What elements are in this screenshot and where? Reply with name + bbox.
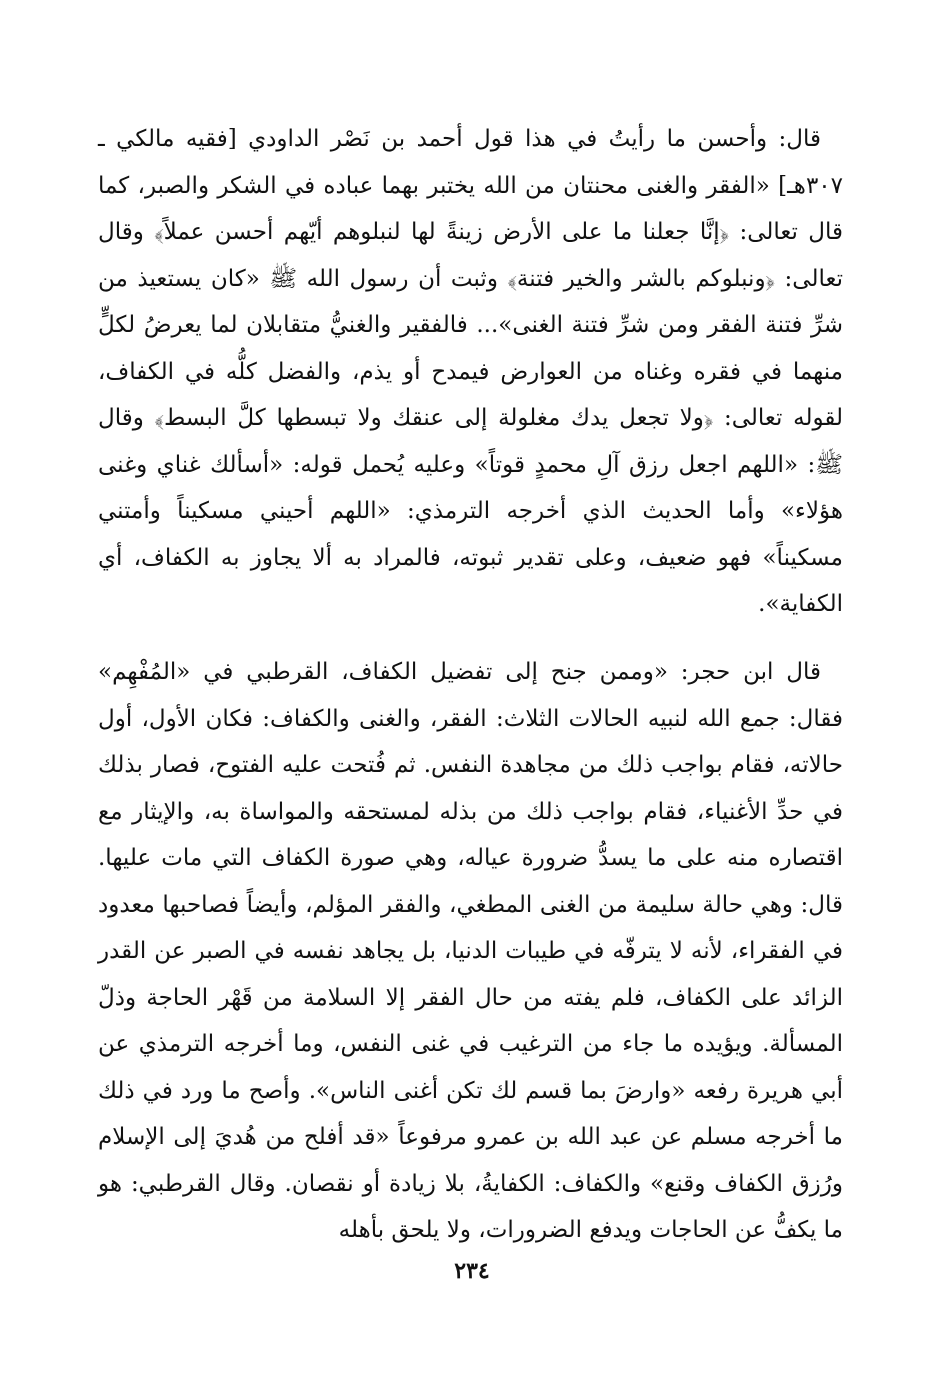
paragraph-dawudi-quote	[98, 116, 843, 628]
page-number: ٢٣٤	[454, 1258, 490, 1284]
paragraph-text: قال: وأحسن ما رأيتُ في هذا قول أحمد بن نَصْر الداودي [فقيه مالكي ـ ٣٠٧هـ] «الفقر والغنى محنتان من الله يختبر بهما عباده في الشكر والصبر، كما قال تعالى: ﴿إنَّا جعلنا ما على الأرض زينةً لها لنبلوهم أيّهم أحسن عملاً﴾ وقال تعالى: ﴿ونبلوكم بالشر والخير فتنة﴾ وثبت أن رسول الله ﷺ «كان يستعيذ من شرِّ فتنة الفقر ومن شرِّ فتنة الغنى»... فالفقير والغنيُّ متقابلان لما يعرضُ لكلٍّ منهما في فقره وغناه من العوارض فيمدح أو يذم، والفضل كلُّه في الكفاف، لقوله تعالى: ﴿ولا تجعل يدك مغلولة إلى عنقك ولا تبسطها كلَّ البسط﴾ وقال ﷺ: «اللهم اجعل رزق آلِ محمدٍ قوتاً» وعليه يُحمل قوله: «أسألك غناي وغنى هؤلاء» وأما الحديث الذي أخرجه الترمذي: «اللهم أحيني مسكيناً وأمتني مسكيناً» فهو ضعيف، وعلى تقدير ثبوته، فالمراد به ألا يجاوز به الكفاف، أي الكفاية».	[98, 126, 843, 617]
paragraph-text: قال ابن حجر: «وممن جنح إلى تفضيل الكفاف، القرطبي في «المُفْهِم» فقال: جمع الله لنبيه الحالات الثلاث: الفقر، والغنى والكفاف: فكان الأول، أول حالاته، فقام بواجب ذلك من مجاهدة النفس. ثم فُتحت عليه الفتوح، فصار بذلك في حدِّ الأغنياء، فقام بواجب ذلك من بذله لمستحقه والمواساة به، والإيثار مع اقتصاره منه على ما يسدُّ ضرورة عياله، وهي صورة الكفاف التي مات عليها. قال: وهي حالة سليمة من الغنى المطغي، والفقر المؤلم، وأيضاً فصاحبها معدود في الفقراء، لأنه لا يترفّه في طيبات الدنيا، بل يجاهد نفسه في الصبر عن القدر الزائد على الكفاف، فلم يفته من حال الفقر إلا السلامة من قَهْر الحاجة وذلّ المسألة. ويؤيده ما جاء من الترغيب في غنى النفس، وما أخرجه الترمذي عن أبي هريرة رفعه «وارضَ بما قسم لك تكن أغنى الناس». وأصح ما ورد في ذلك ما أخرجه مسلم عن عبد الله بن عمرو مرفوعاً «قد أفلح من هُديَ إلى الإسلام ورُزق الكفاف وقنع» والكفاف: الكفايةُ، بلا زيادة أو نقصان. وقال القرطبي: هو ما يكفُّ عن الحاجات ويدفع الضرورات، ولا يلحق بأهله	[98, 659, 843, 1243]
paragraph-ibn-hajar-quote	[98, 649, 843, 1254]
